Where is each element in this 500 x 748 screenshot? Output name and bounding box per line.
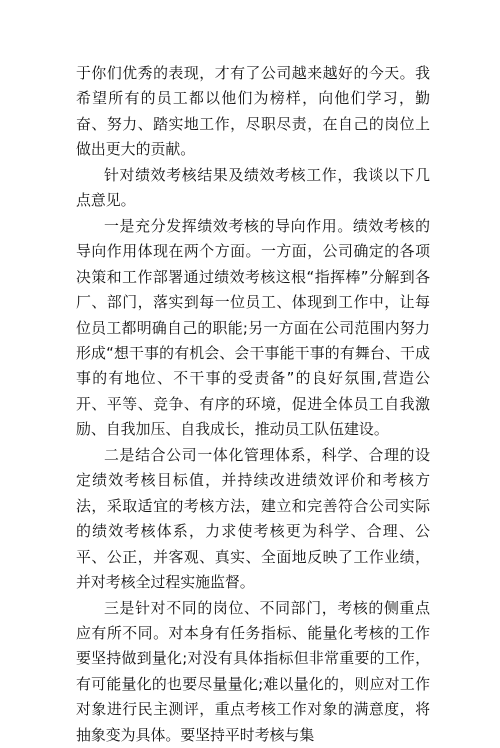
paragraph-continuation: 于你们优秀的表现，才有了公司越来越好的今天。我希望所有的员工都以他们为榜样，向他们学习，勤奋、努力、踏实地工作，尽职尽责，在自己的岗位上做出更大的贡献。 [76, 64, 430, 159]
document-body [76, 61, 430, 748]
paragraph-point-three: 三是针对不同的岗位、不同部门，考核的侧重点应有所不同。对本身有任务指标、能量化考核的工作要坚持做到量化;对没有具体指标但非常重要的工作，有可能量化的也要尽量量化;难以量化的，则应对工作对象进行民主测评，重点考核工作对象的满意度，将抽象变为具体。要坚持平时考核与集 [76, 598, 430, 744]
paragraph-point-one: 一是充分发挥绩效考核的导向作用。绩效考核的导向作用体现在两个方面。一方面，公司确定的各项决策和工作部署通过绩效考核这根“指挥棒”分解到各厂、部门，落实到每一位员工、体现到工作中，让每位员工都明确自己的职能;另一方面在公司范围内努力形成“想干事的有机会、会干事能干事的有舞台、干成事的有地位、不干事的受责备”的良好氛围,营造公开、平等、竞争、有序的环境，促进全体员工自我激励、自我加压、自我成长，推动员工队伍建设。 [76, 216, 430, 439]
paragraph-point-two: 二是结合公司一体化管理体系，科学、合理的设定绩效考核目标值，并持续改进绩效评价和考核方法，采取适宜的考核方法，建立和完善符合公司实际的绩效考核体系，力求使考核更为科学、合理、公平、公正，并客观、真实、全面地反映了工作业绩，并对考核全过程实施监督。 [76, 445, 430, 592]
paragraph-intro-opinions: 针对绩效考核结果及绩效考核工作，我谈以下几点意见。 [76, 165, 430, 210]
